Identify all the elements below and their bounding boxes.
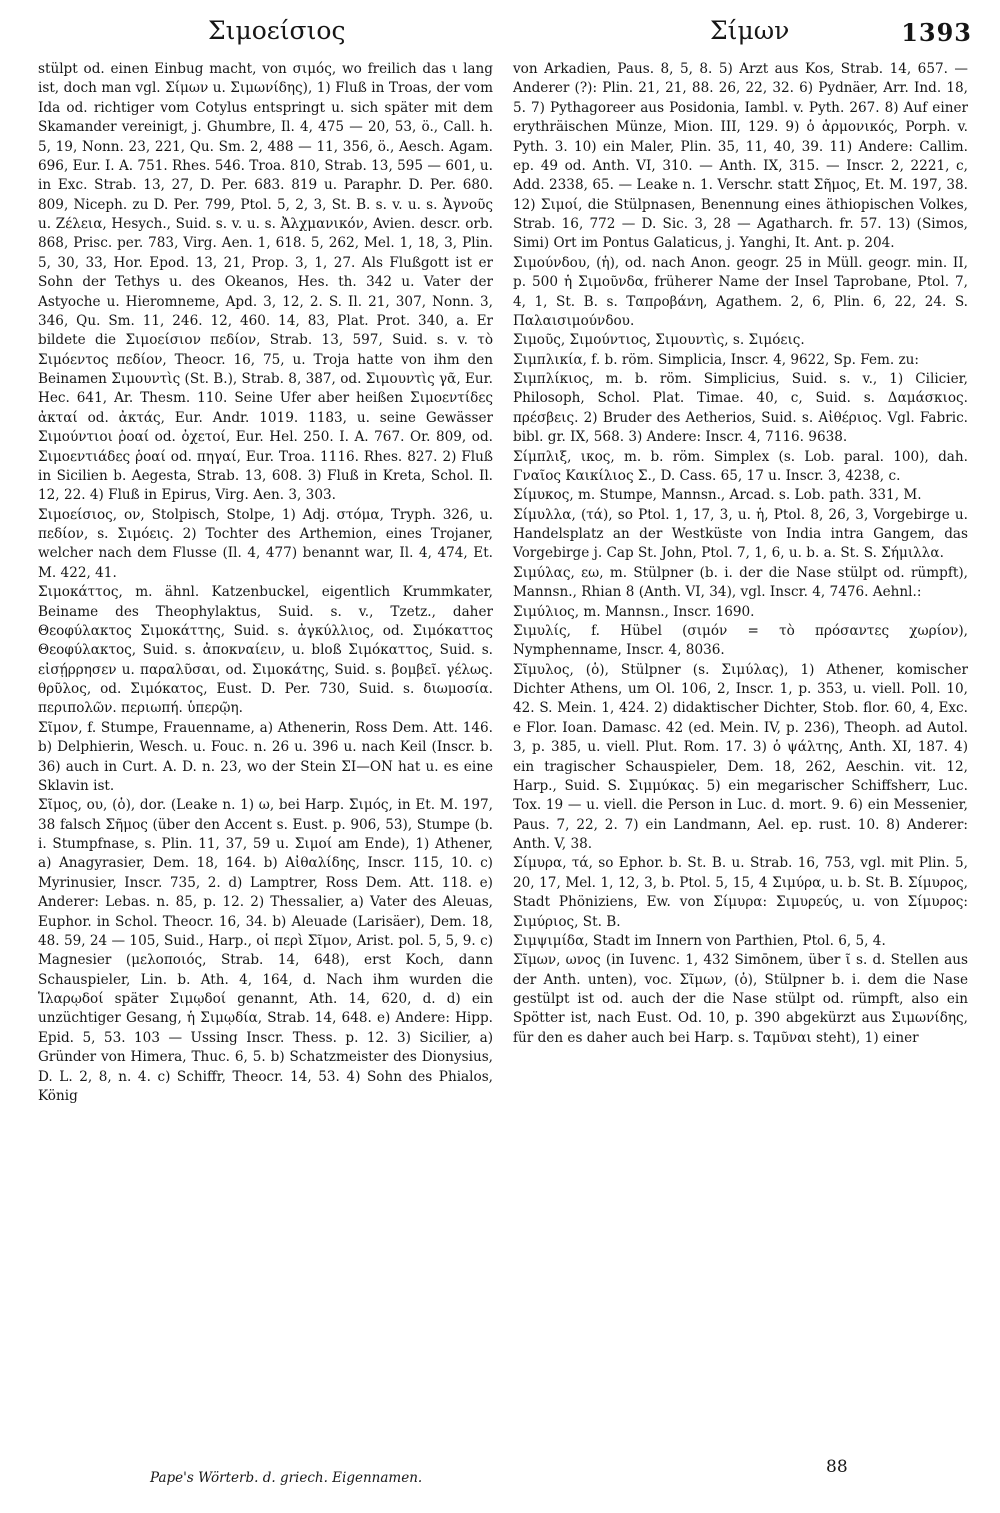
entry-text: Σιμψιμίδα, Stadt im Innern von Parthien, Ptol. 6, 5, 4. [513,932,886,949]
entry-text: Σιμύλιος, m. Mannsn., Inscr. 1690. [513,603,755,620]
entry-text: von Arkadien, Paus. 8, 5, 8. 5) Arzt aus Kos, Strab. 14, 657. — Anderer (?): Plin. 21, 21, 88. 26, 22, 32. 6) Pydnäer, Arr. Ind. 18, 5. 7) Pythagoreer aus Posidonia, Iambl. v. Pyth. 267. 8) Auf einer erythräischen Münze, Mion. III, 129. 9) ὁ ἁρμονικός, Porph. v. Pyth. 3. 10) ein Maler, Plin. 35, 11, 40, 39. 11) Andere: Callim. ep. 49 od. Anth. VI, 310. — Anth. IX, 315. — Inscr. 2, 2221, c, Add. 2338, 65. — Leake n. 1. Verschr. statt Σῆμος, Et. M. 197, 38. 12) Σιμοί, die Stülpnasen, Benennung eines äthiopischen Volkes, Strab. 16, 772 — D. Sic. 3, 28 — Agatharch. fr. 57. 13) (Simos, Simi) Ort im Pontus Galaticus, j. Yanghi, It. Ant. p. 204. [513,61,968,252]
page-header [0,14,1000,54]
entry-text: Σῖμον, f. Stumpe, Frauenname, a) Athenerin, Ross Dem. Att. 146. b) Delphierin, Wesch. u. Fouc. n. 26 u. 396 u. nach Keil (Inscr. b. 36) auch in Curt. A. D. n. 23, wo der Stein ΣΙ—ΟΝ hat u. es eine Sklavin ist. [38,719,493,794]
entry-text: Σιμπλικία, f. b. röm. Simplicia, Inscr. 4, 9622, Sp. Fem. zu: [513,351,920,368]
left-column [38,60,493,1106]
footer-source: Pape's Wörterb. d. griech. Eigennamen. [150,1470,423,1486]
entry-text: Σίμυκος, m. Stumpe, Mannsn., Arcad. s. Lob. path. 331, M. [513,487,922,504]
running-headword-left: Σιμοείσιος [208,16,346,45]
running-headword-right: Σίμων [710,16,790,45]
signature-mark: 88 [826,1457,848,1477]
entry-text: Σιμπλίκιος, m. b. röm. Simplicius, Suid. s. v., 1) Cilicier, Philosoph, Schol. Plat. Timae. 40, c, Suid. s. Δαμάσκιος. πρέσβεις. 2) Bruder des Aetherios, Suid. s. Αἰθέριος. Vgl. Fabric. bibl. gr. IX, 568. 3) Andere: Inscr. 4, 7116. 9638. [513,371,968,446]
page-number: 1393 [901,18,972,47]
entry-text: Σίμυρα, τά, so Ephor. b. St. B. u. Strab. 16, 753, vgl. mit Plin. 5, 20, 17, Mel. 1, 12, 3, b. Ptol. 5, 15, 4 Σιμύρα, u. b. St. B. Σίμυρος, Stadt Phöniziens, Ew. von Σίμυρα: Σιμυρεύς, u. von Σίμυρος: Σιμύριος, St. B. [513,855,968,930]
entry-text: Σιμύλας, εω, m. Stülpner (b. i. der die Nase stülpt od. rümpft), Mannsn., Rhian 8 (Anth. VI, 34), vgl. Inscr. 4, 7476. Aehnl.: [513,564,968,601]
entry-text: Σῖμος, ου, (ὁ), dor. (Leake n. 1) ω, bei Harp. Σιμός, in Et. M. 197, 38 falsch Σῆμος (über den Accent s. Eust. p. 906, 53), Stumpe (b. i. Stumpfnase, s. Plin. 11, 37, 59 u. Σιμοί am Ende), 1) Athener, a) Anagyrasier, Dem. 18, 164. b) Αἰθαλίδης, Inscr. 115, 10. c) Myrinusier, Inscr. 735, 2. d) Lamptrer, Ross Dem. Att. 118. e) Anderer: Lebas. n. 85, p. 12. 2) Thessalier, a) Vater des Aleuas, Euphor. in Schol. Theocr. 16, 34. b) Aleuade (Larisäer), Dem. 18, 48. 59, 24 — 105, Suid., Harp., οἱ περὶ Σῖμον, Arist. pol. 5, 5, 9. c) Magnesier (μελοποιός, Strab. 14, 648), erst Koch, dann Schauspieler, Lin. b. Ath. 4, 164, d. Nach ihm wurden die Ἱλαρῳδοί später Σιμῳδοί genannt, Ath. 14, 620, d. d) ein unzüchtiger Gesang, ἡ Σιμῳδία, Strab. 14, 648. e) Andere: Hipp. Epid. 5, 53. 103 — Ussing Inscr. Thess. p. 12. 3) Sicilier, a) Gründer von Himera, Thuc. 6, 5. b) Schatzmeister des Dionysius, D. L. 2, 8, n. 4. c) Schiffr, Theocr. 14, 53. 4) Sohn des Phialos, König [38,797,493,1104]
entry-text: Σιμούνδου, (ἡ), od. nach Anon. geogr. 25 in Müll. geogr. min. II, p. 500 ἡ Σιμοῦνδα, früherer Name der Insel Taprobane, Ptol. 7, 4, 1, St. B. s. Ταπροβάνη, Agathem. 2, 6, Plin. 6, 22, 24. S. Παλαισιμούνδου. [513,254,968,329]
entry-text: Σιμοῦς, Σιμούντιος, Σιμουντὶς, s. Σιμόεις. [513,332,805,349]
entry-text: Σίμυλλα, (τά), so Ptol. 1, 17, 3, u. ἡ, Ptol. 8, 26, 3, Vorgebirge u. Handelsplatz an der Westküste von India intra Gangem, das Vorgebirge j. Cap St. John, Ptol. 7, 1, 6, u. b. a. St. S. Σήμιλλα. [513,506,968,562]
entry-text: Σῖμυλος, (ὁ), Stülpner (s. Σιμύλας), 1) Athener, komischer Dichter Athens, um Ol. 106, 2, Inscr. 1, p. 353, u. viell. Poll. 10, 42. S. Mein. 1, 424. 2) didaktischer Dichter, Stob. flor. 60, 4, Exc. e Flor. Ioan. Damasc. 42 (ed. Mein. IV, p. 236), Theoph. ad Autol. 3, p. 385, u. viell. Plut. Rom. 17. 3) ὁ ψάλτης, Anth. XI, 187. 4) ein tragischer Schauspieler, Dem. 18, 262, Aeschin. vit. 12, Harp., Suid. S. Σιμμύκας. 5) ein megarischer Schiffsherr, Luc. Tox. 19 — u. viell. die Person in Luc. d. mort. 9. 6) ein Messenier, Paus. 7, 22, 2. 7) ein Landmann, Ael. ep. rust. 10. 8) Anderer: Anth. V, 38. [513,661,968,852]
right-column [513,60,968,1048]
entry-text: Σιμοκάττος, m. ähnl. Katzenbuckel, eigentlich Krummkater, Beiname des Theophylaktus, Suid. s. v., Tzetz., daher Θεοφύλακτος Σιμοκάττης, Suid. s. ἀγκύλλιος, od. Σιμόκαττος Θεοφύλακτος, Suid. s. ἀποκναίειν, u. bloß Σιμόκαττος, Suid. s. εἰσῄρρησεν u. παραλῦσαι, od. Σιμοκάτης, Suid. s. βομβεῖ. γέλως. θρῦλος, od. Σιμόκατος, Eust. D. Per. 730, Suid. s. διωμοσία. περιπολῶν. περιωπή. ὑπερῷη. [38,584,493,717]
entry-text: Σιμοείσιος, ον, Stolpisch, Stolpe, 1) Adj. στόμα, Tryph. 326, u. πεδίον, s. Σιμόεις. 2) Tochter des Arthemion, eines Trojaner, welcher nach dem Flusse (Il. 4, 477) benannt war, Il. 4, 474, Et. M. 422, 41. [38,506,493,581]
entry-text: Σῖμων, ωνος (in Iuvenc. 1, 432 Simōnem, über ῖ s. d. Stellen aus der Anth. unten), voc. Σῖμων, (ὁ), Stülpner b. i. dem die Nase gestülpt ist od. auch der die Nase stülpt od. rümpft, also ein Spötter ist, nach Eust. Od. 10, p. 390 abgekürzt aus Σιμωνίδης, für den es daher auch bei Harp. s. Ταμῦναι steht), 1) einer [513,952,968,1046]
entry-text: Σίμπλιξ, ικος, m. b. röm. Simplex (s. Lob. paral. 100), dah. Γναῖος Καικίλιος Σ., D. Cass. 65, 17 u. Inscr. 3, 4238, c. [513,448,968,484]
entry-text: stülpt od. einen Einbug macht, von σιμός, wo freilich das ι lang ist, doch man vgl. Σίμων u. Σιμωνίδης), 1) Fluß in Troas, der vom Ida od. richtiger vom Cotylus entspringt u. sich später mit dem Skamander vereinigt, j. Ghumbre, Il. 4, 475 — 20, 53, ö., Call. h. 5, 19, Nonn. 23, 221, Qu. Sm. 2, 488 — 11, 356, ö., Aesch. Agam. 696, Eur. I. A. 751. Rhes. 546. Troa. 810, Strab. 13, 595 — 601, u. in Exc. Strab. 13, 27, D. Per. 683. 819 u. Paraphr. D. Per. 680. 809, Niceph. zu D. Per. 799, Ptol. 5, 2, 3, St. B. s. v. u. s. Ἀγνοῦς u. Ζέλεια, Hesych., Suid. s. v. u. s. Ἀλχμανικόν, Avien. descr. orb. 868, Prisc. per. 783, Virg. Aen. 1, 618. 5, 262, Mel. 1, 18, 3, Plin. 5, 30, 33, Hor. Epod. 13, 21, Prop. 3, 1, 27. Als Flußgott ist er Sohn der Tethys u. des Okeanos, Hes. th. 342 u. Vater der Astyoche u. Hieromneme, Apd. 3, 12, 2. S. Il. 21, 307, Nonn. 3, 346, Qu. Sm. 11, 246. 12, 460. 14, 83, Plat. Prot. 340, a. Er bildete die Σιμοείσιον πεδίον, Strab. 13, 597, Suid. s. v. τὸ Σιμόεντος πεδίον, Theocr. 16, 75, u. Troja hatte von ihm den Beinamen Σιμουντὶς (St. B.), Strab. 8, 387, od. Σιμουντὶς γᾶ, Eur. Hec. 641, Ar. Thesm. 110. Seine Ufer aber heißen Σιμοεντίδες ἀκταί od. ἀκτάς, Eur. Andr. 1019. 1183, u. seine Gewässer Σιμούντιοι ῥοαί od. ὀχετοί, Eur. Hel. 250. I. A. 767. Or. 809, od. Σιμοεντιάδες ῥοαί od. πηγαί, Eur. Troa. 1116. Rhes. 827. 2) Fluß in Sicilien b. Aegesta, Strab. 13, 608. 3) Fluß in Kreta, Schol. Il. 12, 22. 4) Fluß in Epirus, Virg. Aen. 3, 303. [38,61,493,504]
entry-text: Σιμυλίς, f. Hübel (σιμόν = τὸ πρόσαντες χωρίον), Nymphenname, Inscr. 4, 8036. [513,622,968,659]
